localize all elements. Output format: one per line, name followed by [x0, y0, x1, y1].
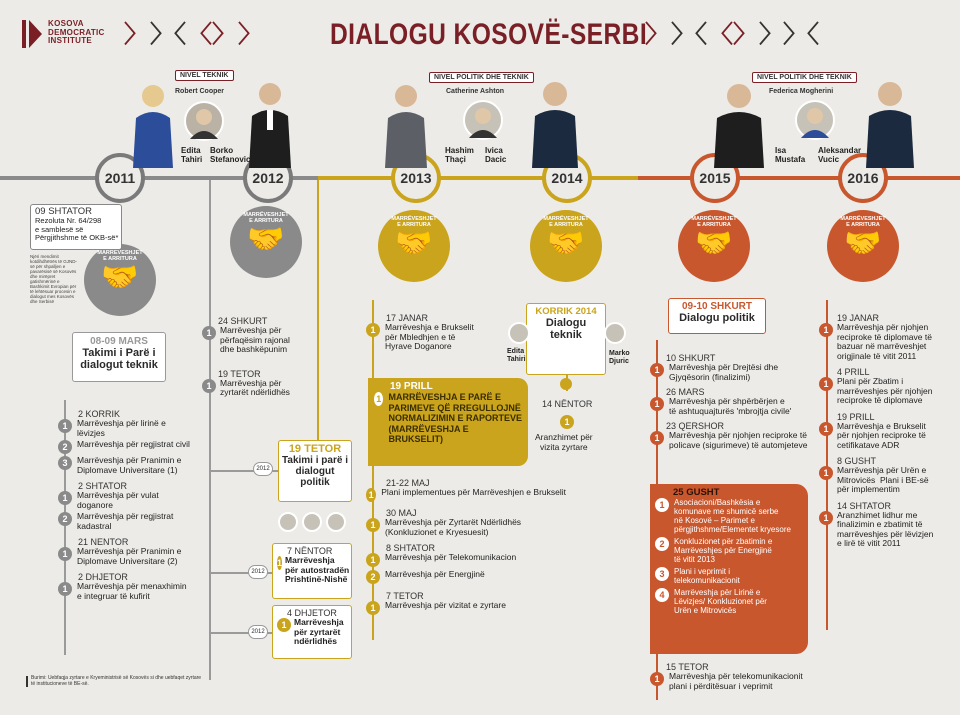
year-2011: 2011: [95, 153, 145, 203]
list-item: 3 Marrëveshja për Pranimin e Diplomave Universitare (1): [58, 456, 218, 475]
name-thaci: Hashim Thaçi: [445, 146, 474, 164]
list-item: 2 Marrëveshja për regjistrat kadastral: [58, 512, 218, 531]
source-note: Burimi: Uebfaqja zyrtare e Kryeministrisë së Kosovës si dhe uebfaqet zyrtare të institucioneve të BE-së.: [26, 676, 206, 687]
mediator-name: Catherine Ashton: [446, 88, 505, 95]
marker: [560, 378, 572, 390]
name-stefanovic: Borko Stefanovic: [210, 146, 251, 164]
handshake-icon: 🤝: [695, 227, 733, 260]
list-2011: [58, 409, 218, 601]
handshake-icon: 🤝: [395, 227, 433, 260]
avatar: [302, 512, 322, 532]
avatar: [604, 322, 626, 344]
agreements-badge-2014: MARRËVESHJET E ARRITURA 🤝: [530, 210, 602, 282]
header-chevrons-left: 〉 〉〈 〈〉 〉: [124, 21, 262, 48]
mediator-name: Federica Mogherini: [769, 88, 834, 95]
agreements-badge-2016: MARRËVESHJET E ARRITURA 🤝: [827, 210, 899, 282]
name-dacic: Ivica Dacic: [485, 146, 507, 164]
avatar: [278, 512, 298, 532]
mediator-photo: [795, 100, 835, 140]
list-item: 19 PRILL 1 Marrëveshja e Brukselit për njohjen reciproke të cetifikatave ADR: [819, 412, 959, 451]
handshake-icon: 🤝: [247, 223, 285, 256]
list-item: 21 NENTOR 1 Marrëveshja për Pranimin e Diplomave Universitare (2): [58, 537, 218, 566]
handshake-icon: 🤝: [101, 261, 139, 294]
list-2013-a: [366, 313, 516, 352]
list-item: 2 SHTATOR 1 Marrëveshja për vulat doganore: [58, 481, 218, 510]
participants-photos: [278, 512, 346, 532]
list-item: 15 TETOR 1 Marrëveshja për telekomunikacionit plani i përditësuar i veprimit: [650, 662, 850, 691]
agreements-badge-2012: MARRËVESHJET E ARRITURA 🤝: [230, 206, 302, 278]
year-2015: 2015: [690, 153, 740, 203]
list-item: 3 Plani i veprimit i telekomunikacionit: [655, 567, 803, 585]
first-technical-meeting-box: 08-09 MARS Takimi i Parë i dialogut teknik: [72, 332, 166, 382]
list-2012: [202, 316, 318, 398]
person-silhouette: [710, 82, 768, 168]
first-political-meeting-box: 19 TETOR Takimi i parë i dialogut politik: [278, 440, 352, 502]
name-tahiri: Edita Tahiri: [507, 348, 526, 363]
item-text: Aranzhimet për vizita zyrtare: [535, 432, 593, 452]
liaison-agreement-box: 4 DHJETOR 1 Marrëveshja për zyrtarët ndërlidhës: [272, 605, 352, 659]
mediator-photo: [184, 101, 224, 141]
list-item: 24 SHKURT 1 Marrëveshja për përfaqësim rajonal dhe bashkëpunim: [202, 316, 318, 355]
technical-dialogue-2014-box: KORRIK 2014 Dialogu teknik: [526, 303, 606, 375]
list-item: 1 Asociacioni/Bashkësia e komunave me shumicë serbe në Kosovë – Parimet e përgjithshme/Elementet kryesore: [655, 498, 803, 534]
list-item: 10 SHKURT 1 Marrëveshja për Drejtësi dhe Gjyqësorin (finalizimi): [650, 353, 850, 382]
list-item: 8 GUSHT 1 Marrëveshja për Urën e Mitrovicës Plani i BE-së për implementim: [819, 456, 959, 495]
handshake-icon: 🤝: [547, 227, 585, 260]
year-2012: 2012: [243, 153, 293, 203]
avatar: [326, 512, 346, 532]
name-djuric: Marko Djuric: [609, 350, 630, 365]
name-vucic: Aleksandar Vucic: [818, 146, 862, 164]
logo-mark: [22, 18, 44, 50]
year-2014: 2014: [542, 153, 592, 203]
un-note: Njëri mendimit kotdihdhëtrës të GJND-së për shpalljen e pavarësisë së Kosovës dhe mirëpret gatishmërinë e Bashkimit Evropian për të lehtësuar procesin e dialogut mes Kosovës dhe Serbisë: [30, 254, 78, 304]
person-silhouette: [128, 82, 178, 168]
list-2016: [819, 313, 959, 549]
year-2013: 2013: [391, 153, 441, 203]
list-item: 2 KORRIK 1 Marrëveshja për lirinë e lëvizjes: [58, 409, 218, 438]
level-political-technical: NIVEL POLITIK DHE TEKNIK: [429, 72, 534, 83]
header-chevrons-right: 〉 〉〈 〈〉 〉 〉〈: [645, 21, 819, 48]
list-item: 14 SHTATOR 1 Aranzhimet lidhur me finalizimin e zbatimit të marrëveshjes për lëvizjen e lirë të vitit 2011: [819, 501, 959, 549]
political-dialogue-2015-box: 09-10 SHKURT Dialogu politik: [668, 298, 766, 334]
list-item: 30 MAJ 1 Marrëveshja për Zyrtarët Ndërlidhës (Konkluzionet e Kryesuesit): [366, 508, 566, 537]
agreements-badge-2011: MARRËVESHJET E ARRITURA 🤝: [84, 244, 156, 316]
un-resolution-box: 09 SHTATOR Rezoluta Nr. 64/298 e samblesë së Përgjithshme të OKB-së*: [30, 204, 122, 250]
person-silhouette: [246, 80, 294, 168]
connector: [210, 572, 280, 574]
level-technical: NIVEL TEKNIK: [175, 70, 234, 81]
list-item: 19 JANAR 1 Marrëveshja për njohjen reciproke të diplomave të bazuar në marrëveshjet origjinale të vitit 2011: [819, 313, 959, 361]
date-label: 14 NËNTOR: [542, 399, 593, 409]
timeline-branch-2012b: [317, 178, 319, 448]
level-political-technical: NIVEL POLITIK DHE TEKNIK: [752, 72, 857, 83]
name-tahiri: Edita Tahiri: [181, 146, 203, 164]
list-item: 19 TETOR 1 Marrëveshja për zyrtarët ndërlidhës: [202, 369, 318, 398]
brussels-agreement-highlight: 19 PRILL 1 MARRËVESHJA E PARË E PARIMEVE QË RREGULLOJNË NORMALIZIMIN E RAPORTEVE (MARRËVESHJA E BRUKSELIT): [368, 378, 528, 466]
list-item: 26 MARS 1 Marrëveshja për shpërbërjen e të ashtuquajturës 'mbrojtja civile': [650, 387, 850, 416]
person-silhouette: [380, 82, 432, 168]
list-item: 17 JANAR 1 Marrëveshja e Brukselit për Mbledhjen e të Hyrave Doganore: [366, 313, 516, 352]
list-item: 23 QERSHOR 1 Marrëveshja për njohjen reciproke të policave (sigurimeve) të automjeteve: [650, 421, 850, 450]
year-tag-2012: 2012: [253, 462, 273, 476]
list-item: 21-22 MAJ 1 Plani implementues për Marrëveshjen e Brukselit: [366, 478, 566, 502]
name-mustafa: Isa Mustafa: [775, 146, 806, 164]
person-silhouette: [528, 80, 582, 168]
list-2013-b: [366, 478, 566, 615]
item-number: 1: [560, 415, 574, 429]
list-item: 4 PRILL 1 Plani për Zbatim i marrëveshjes për njohjen reciproke të diplomave: [819, 367, 959, 406]
august-agreements-highlight: 25 GUSHT 1 Asociacioni/Bashkësia e komunave me shumicë serbe në Kosovë – Parimet e përgjithshme/Elementet kryesore 2 Konkluzionet për zbatimin e Marrëveshjes për Energjinë të vitit 2013 3 Plani i veprimit i telekomunikacionit 4 Marrëveshja për Lirinë e Lëvizjes/ Konkluzionet për Urën e Mitrovicës: [650, 484, 808, 654]
agreements-badge-2015: MARRËVESHJET E ARRITURA 🤝: [678, 210, 750, 282]
list-item: 8 SHTATOR 1 Marrëveshja për Telekomunikacion: [366, 543, 566, 567]
list-item: 7 TETOR 1 Marrëveshja për vizitat e zyrtare: [366, 591, 566, 615]
logo-text: KOSOVA DEMOCRATIC INSTITUTE: [48, 19, 105, 45]
list-item: 2 DHJETOR 1 Marrëveshja për menaxhimin e integruar të kufirit: [58, 572, 218, 601]
list-item: 4 Marrëveshja për Lirinë e Lëvizjes/ Konkluzionet për Urën e Mitrovicës: [655, 588, 803, 615]
year-2016: 2016: [838, 153, 888, 203]
page-title: DIALOGU KOSOVË-SERBI: [330, 18, 648, 51]
mediator-photo: [463, 100, 503, 140]
year-tag-2012: 2012: [248, 625, 268, 639]
mediator-name: Robert Cooper: [175, 88, 224, 95]
list-item: 2 Konkluzionet për zbatimin e Marrëveshjes për Energjinë të vitit 2013: [655, 537, 803, 564]
handshake-icon: 🤝: [844, 227, 882, 260]
avatar: [508, 322, 530, 344]
person-silhouette: [862, 80, 918, 168]
highway-agreement-box: 7 NËNTOR 1 Marrëveshja për autostradën Prishtinë-Nishë: [272, 543, 352, 599]
timeline-axis-orange: [638, 176, 960, 180]
year-tag-2012: 2012: [248, 565, 268, 579]
list-item: 2 Marrëveshja për regjistrat civil: [58, 440, 218, 454]
agreements-badge-2013: MARRËVESHJET E ARRITURA 🤝: [378, 210, 450, 282]
list-item: 2 Marrëveshja për Energjinë: [366, 570, 566, 584]
